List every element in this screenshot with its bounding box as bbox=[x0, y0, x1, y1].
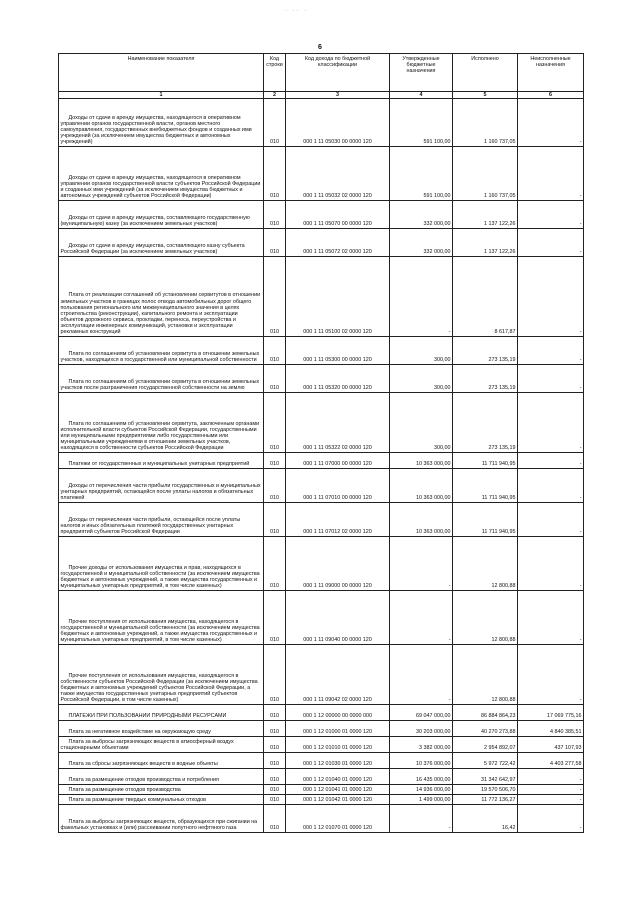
row-executed: 273 135,19 bbox=[453, 392, 518, 452]
row-income-code: 000 1 11 05032 02 0000 120 bbox=[286, 146, 390, 200]
table-row bbox=[59, 752, 584, 768]
row-executed: 1 160 737,05 bbox=[453, 146, 518, 200]
row-approved: 591 100,00 bbox=[390, 98, 453, 146]
row-line-code: 010 bbox=[264, 336, 286, 364]
row-income-code: 000 1 12 01000 01 0000 120 bbox=[286, 720, 390, 736]
row-approved: 30 203 000,00 bbox=[390, 720, 453, 736]
table-row bbox=[59, 590, 584, 644]
row-line-code: 010 bbox=[264, 644, 286, 704]
row-income-code: 000 1 11 05300 00 0000 120 bbox=[286, 336, 390, 364]
row-executed: 1 137 122,26 bbox=[453, 200, 518, 228]
row-income-code: 000 1 11 05072 02 0000 120 bbox=[286, 228, 390, 256]
row-unexecuted: - bbox=[518, 146, 584, 200]
table-row bbox=[59, 468, 584, 502]
row-line-code: 010 bbox=[264, 98, 286, 146]
header-cell: Код строки bbox=[264, 54, 286, 92]
row-income-code: 000 1 12 01030 01 0000 120 bbox=[286, 752, 390, 768]
row-line-code: 010 bbox=[264, 794, 286, 804]
table-row bbox=[59, 768, 584, 784]
column-number: 2 bbox=[264, 91, 286, 98]
row-executed: 273 135,19 bbox=[453, 364, 518, 392]
row-executed: 12 800,88 bbox=[453, 536, 518, 590]
row-approved: - bbox=[390, 256, 453, 336]
column-number: 3 bbox=[286, 91, 390, 98]
row-name: Прочие доходы от использования имущества и прав, находящихся в государственной и муниципальной собственности (за исключением имущества бюджетных и автономных учреждений, а также имущества государственных и муниципальных унитарных предприятий, в том числе казенных) bbox=[59, 536, 264, 590]
row-income-code: 000 1 12 01041 01 0000 120 bbox=[286, 784, 390, 794]
row-line-code: 010 bbox=[264, 364, 286, 392]
row-income-code: 000 1 12 01042 01 0000 120 bbox=[286, 794, 390, 804]
row-approved: 10 363 000,00 bbox=[390, 502, 453, 536]
header-cell: Исполнено bbox=[453, 54, 518, 92]
row-unexecuted: 4 840 385,51 bbox=[518, 720, 584, 736]
row-approved: 300,00 bbox=[390, 364, 453, 392]
table-row bbox=[59, 364, 584, 392]
row-executed: 11 711 940,95 bbox=[453, 468, 518, 502]
column-number-row bbox=[59, 91, 584, 98]
row-name: Доходы от сдачи в аренду имущества, составляющего казну субъекта Российской Федерации (за исключением земельных участков) bbox=[59, 228, 264, 256]
table-row bbox=[59, 256, 584, 336]
row-name: Прочие поступления от использования имущества, находящегося в государственной и муниципальной собственности (за исключением имущества бюджетных и автономных учреждений, а также имущества государственных и муниципальных унитарных предприятий, в том числе казенных) bbox=[59, 590, 264, 644]
row-name: Плата по соглашениям об установлении сервитута, заключенным органами исполнительной власти субъектов Российской Федерации, государственными или муниципальными предприятиями либо государственными или муниципальными учреждениями в отношении земельных участков, находящихся в собственности субъектов Российской Федерации bbox=[59, 392, 264, 452]
row-approved: - bbox=[390, 804, 453, 832]
row-executed: 16,42 bbox=[453, 804, 518, 832]
row-income-code: 000 1 11 07012 02 0000 120 bbox=[286, 502, 390, 536]
row-approved: 591 100,00 bbox=[390, 146, 453, 200]
budget-table bbox=[58, 53, 584, 833]
row-unexecuted: - bbox=[518, 590, 584, 644]
row-unexecuted: - bbox=[518, 200, 584, 228]
row-name: Плата по соглашениям об установлении сервитута в отношении земельных участков после разграничения государственной собственности на землю bbox=[59, 364, 264, 392]
row-executed: 273 135,19 bbox=[453, 336, 518, 364]
row-unexecuted: - bbox=[518, 364, 584, 392]
row-unexecuted: - bbox=[518, 452, 584, 468]
row-unexecuted: - bbox=[518, 468, 584, 502]
row-line-code: 010 bbox=[264, 736, 286, 752]
column-number: 1 bbox=[59, 91, 264, 98]
row-unexecuted: 17 069 775,16 bbox=[518, 704, 584, 720]
row-approved: - bbox=[390, 536, 453, 590]
row-income-code: 000 1 12 01070 01 0000 120 bbox=[286, 804, 390, 832]
row-executed: 11 711 940,95 bbox=[453, 452, 518, 468]
row-line-code: 010 bbox=[264, 784, 286, 794]
row-line-code: 010 bbox=[264, 228, 286, 256]
row-executed: 12 800,88 bbox=[453, 590, 518, 644]
table-row bbox=[59, 704, 584, 720]
row-income-code: 000 1 11 05070 00 0000 120 bbox=[286, 200, 390, 228]
row-approved: 3 382 000,00 bbox=[390, 736, 453, 752]
row-unexecuted: - bbox=[518, 644, 584, 704]
row-name: Плата за выбросы загрязняющих веществ, образующихся при сжигании на факельных установках и (или) рассеивании попутного нефтяного газа bbox=[59, 804, 264, 832]
row-income-code: 000 1 11 05322 02 0000 120 bbox=[286, 392, 390, 452]
row-line-code: 010 bbox=[264, 200, 286, 228]
column-number: 4 bbox=[390, 91, 453, 98]
row-income-code: 000 1 11 09042 02 0000 120 bbox=[286, 644, 390, 704]
row-income-code: 000 1 12 01010 01 0000 120 bbox=[286, 736, 390, 752]
row-name: Плата за размещение твердых коммунальных отходов bbox=[59, 794, 264, 804]
row-executed: 11 772 136,27 bbox=[453, 794, 518, 804]
row-executed: 1 137 122,26 bbox=[453, 228, 518, 256]
row-line-code: 010 bbox=[264, 468, 286, 502]
row-name: ПЛАТЕЖИ ПРИ ПОЛЬЗОВАНИИ ПРИРОДНЫМИ РЕСУРСАМИ bbox=[59, 704, 264, 720]
header-cell: Утвержденные бюджетные назначения bbox=[390, 54, 453, 92]
row-unexecuted: - bbox=[518, 392, 584, 452]
row-name: Доходы от перечисления части прибыли государственных и муниципальных унитарных предприятий, остающейся после уплаты налогов и обязательных платежей bbox=[59, 468, 264, 502]
table-row bbox=[59, 644, 584, 704]
row-income-code: 000 1 11 09000 00 0000 120 bbox=[286, 536, 390, 590]
table-row bbox=[59, 392, 584, 452]
row-unexecuted: - bbox=[518, 336, 584, 364]
row-unexecuted: 4 403 277,58 bbox=[518, 752, 584, 768]
page-number: 6 bbox=[318, 44, 322, 51]
table-row bbox=[59, 452, 584, 468]
row-name: Плата за выбросы загрязняющих веществ в атмосферный воздух стационарными объектами bbox=[59, 736, 264, 752]
row-line-code: 010 bbox=[264, 536, 286, 590]
row-income-code: 000 1 12 01040 01 0000 120 bbox=[286, 768, 390, 784]
table-row bbox=[59, 736, 584, 752]
table-row bbox=[59, 228, 584, 256]
header-cell: Код дохода по бюджетной классификации bbox=[286, 54, 390, 92]
table-row bbox=[59, 146, 584, 200]
row-unexecuted: - bbox=[518, 794, 584, 804]
row-line-code: 010 bbox=[264, 392, 286, 452]
column-number: 6 bbox=[518, 91, 584, 98]
table-row bbox=[59, 720, 584, 736]
header-cell: Наименование показателя bbox=[59, 54, 264, 92]
row-executed: 2 954 892,07 bbox=[453, 736, 518, 752]
row-executed: 11 711 940,95 bbox=[453, 502, 518, 536]
row-income-code: 000 1 11 05100 02 0000 120 bbox=[286, 256, 390, 336]
row-line-code: 010 bbox=[264, 704, 286, 720]
row-unexecuted: 437 107,93 bbox=[518, 736, 584, 752]
row-approved: 1 499 000,00 bbox=[390, 794, 453, 804]
row-executed: 19 570 506,70 bbox=[453, 784, 518, 794]
row-line-code: 010 bbox=[264, 146, 286, 200]
row-income-code: 000 1 12 00000 00 0000 000 bbox=[286, 704, 390, 720]
row-name: Плата за размещение отходов производства и потребления bbox=[59, 768, 264, 784]
table-row bbox=[59, 804, 584, 832]
table-row bbox=[59, 784, 584, 794]
row-approved: 16 435 000,00 bbox=[390, 768, 453, 784]
row-unexecuted: - bbox=[518, 784, 584, 794]
row-name: Плата за негативное воздействие на окружающую среду bbox=[59, 720, 264, 736]
row-income-code: 000 1 11 05030 00 0000 120 bbox=[286, 98, 390, 146]
row-income-code: 000 1 11 07010 00 0000 120 bbox=[286, 468, 390, 502]
table-row bbox=[59, 794, 584, 804]
row-approved: 10 363 000,00 bbox=[390, 468, 453, 502]
header-row bbox=[59, 54, 584, 92]
row-name: Плата за размещение отходов производства bbox=[59, 784, 264, 794]
row-line-code: 010 bbox=[264, 590, 286, 644]
row-name: Плата от реализации соглашений об установлении сервитутов в отношении земельных участков в границах полос отвода автомобильных дорог общего пользования регионального или межмуниципального значения в целях строительства (реконструкции), капитального ремонта и эксплуатации объектов дорожного сервиса, прокладки, переноса, переустройства и эксплуатации инженерных коммуникаций, установки и эксплуатации рекламных конструкций bbox=[59, 256, 264, 336]
table-row bbox=[59, 200, 584, 228]
row-income-code: 000 1 11 09040 00 0000 120 bbox=[286, 590, 390, 644]
row-unexecuted: - bbox=[518, 256, 584, 336]
row-executed: 1 160 737,05 bbox=[453, 98, 518, 146]
row-income-code: 000 1 11 07000 00 0000 120 bbox=[286, 452, 390, 468]
row-line-code: 010 bbox=[264, 502, 286, 536]
row-approved: 332 000,00 bbox=[390, 228, 453, 256]
row-executed: 40 270 273,88 bbox=[453, 720, 518, 736]
row-unexecuted: - bbox=[518, 98, 584, 146]
row-approved: 10 363 000,00 bbox=[390, 452, 453, 468]
row-name: Платежи от государственных и муниципальных унитарных предприятий bbox=[59, 452, 264, 468]
table-row bbox=[59, 502, 584, 536]
row-unexecuted: - bbox=[518, 502, 584, 536]
row-executed: 8 617,87 bbox=[453, 256, 518, 336]
row-line-code: 010 bbox=[264, 452, 286, 468]
row-approved: 300,00 bbox=[390, 336, 453, 364]
row-approved: - bbox=[390, 590, 453, 644]
row-name: Доходы от перечисления части прибыли, остающейся после уплаты налогов и иных обязательных платежей государственных унитарных предприятий субъектов Российской Федерации bbox=[59, 502, 264, 536]
row-name: Плата по соглашениям об установлении сервитута в отношении земельных участков, находящихся в государственной или муниципальной собственности bbox=[59, 336, 264, 364]
table-row bbox=[59, 336, 584, 364]
row-name: Доходы от сдачи в аренду имущества, составляющего государственную (муниципальную) казну (за исключением земельных участков) bbox=[59, 200, 264, 228]
row-line-code: 010 bbox=[264, 720, 286, 736]
scan-artifact: · ·· · bbox=[285, 8, 309, 14]
row-approved: - bbox=[390, 644, 453, 704]
row-approved: 332 000,00 bbox=[390, 200, 453, 228]
row-unexecuted: - bbox=[518, 804, 584, 832]
row-line-code: 010 bbox=[264, 256, 286, 336]
header-cell: Неисполненные назначения bbox=[518, 54, 584, 92]
row-unexecuted: - bbox=[518, 536, 584, 590]
row-approved: 300,00 bbox=[390, 392, 453, 452]
table-row bbox=[59, 98, 584, 146]
row-name: Доходы от сдачи в аренду имущества, находящегося в оперативном управлении органов государственной власти, органов местного самоуправления, государственных внебюджетных фондов и созданных ими учреждений (за исключением имущества бюджетных и автономных учреждений) bbox=[59, 98, 264, 146]
column-number: 5 bbox=[453, 91, 518, 98]
row-name: Плата за сбросы загрязняющих веществ в водные объекты bbox=[59, 752, 264, 768]
row-executed: 31 342 642,97 bbox=[453, 768, 518, 784]
row-line-code: 010 bbox=[264, 804, 286, 832]
table-row bbox=[59, 536, 584, 590]
row-executed: 12 800,88 bbox=[453, 644, 518, 704]
row-name: Доходы от сдачи в аренду имущества, находящегося в оперативном управлении органов государственной власти субъектов Российской Федерации и созданных ими учреждений (за исключением имущества бюджетных и автономных учреждений субъектов Российской Федерации) bbox=[59, 146, 264, 200]
row-line-code: 010 bbox=[264, 752, 286, 768]
row-unexecuted: - bbox=[518, 768, 584, 784]
row-unexecuted: - bbox=[518, 228, 584, 256]
row-approved: 10 376 000,00 bbox=[390, 752, 453, 768]
row-name: Прочие поступления от использования имущества, находящегося в собственности субъектов Российской Федерации (за исключением имущества бюджетных и автономных учреждений субъектов Российской Федерации, а также имущества государственных унитарных предприятий субъектов Российской Федерации, в том числе казенных) bbox=[59, 644, 264, 704]
table-body bbox=[59, 98, 584, 832]
row-executed: 86 884 864,23 bbox=[453, 704, 518, 720]
row-approved: 69 047 000,00 bbox=[390, 704, 453, 720]
row-income-code: 000 1 11 05320 00 0000 120 bbox=[286, 364, 390, 392]
row-approved: 14 936 000,00 bbox=[390, 784, 453, 794]
row-line-code: 010 bbox=[264, 768, 286, 784]
row-executed: 5 972 722,42 bbox=[453, 752, 518, 768]
